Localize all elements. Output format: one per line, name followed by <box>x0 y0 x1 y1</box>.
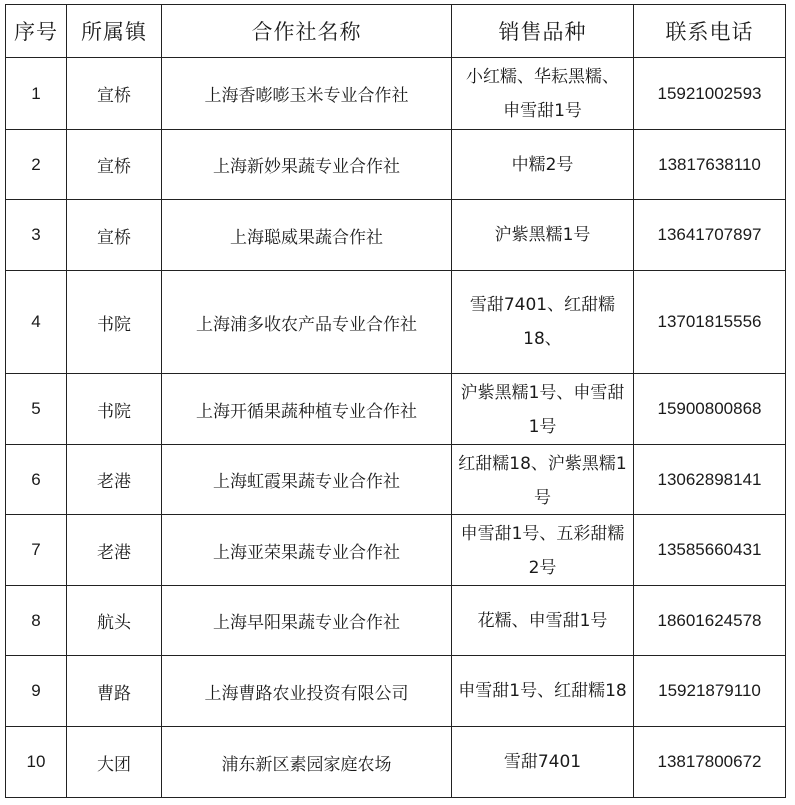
row-town: 书院 <box>67 271 162 374</box>
cooperative-table <box>5 4 786 798</box>
row-variety <box>452 58 634 130</box>
table-row <box>6 515 786 586</box>
row-serial: 8 <box>6 586 67 656</box>
row-town: 曹路 <box>67 656 162 727</box>
table-row <box>6 58 786 130</box>
table-row <box>6 130 786 200</box>
row-coop-name: 上海新妙果蔬专业合作社 <box>162 130 452 200</box>
row-town: 航头 <box>67 586 162 656</box>
variety-text: 沪紫黑糯1号 <box>494 225 591 245</box>
variety-text: 花糯、申雪甜1号 <box>477 610 608 631</box>
table-row <box>6 200 786 271</box>
variety-text: 中糯2号 <box>511 154 574 175</box>
row-town: 老港 <box>67 445 162 515</box>
row-variety <box>452 445 634 515</box>
variety-text: 沪紫黑糯1号、申雪甜1号 <box>460 382 625 437</box>
row-town: 宣桥 <box>67 200 162 271</box>
row-phone: 15900800868 <box>634 374 786 445</box>
row-serial: 3 <box>6 200 67 271</box>
row-coop-name: 上海早阳果蔬专业合作社 <box>162 586 452 656</box>
table-row <box>6 445 786 515</box>
row-phone: 15921879110 <box>634 656 786 727</box>
row-coop-name: 上海聪威果蔬合作社 <box>162 200 452 271</box>
row-coop-name: 上海亚荣果蔬专业合作社 <box>162 515 452 586</box>
row-coop-name: 上海虹霞果蔬专业合作社 <box>162 445 452 515</box>
table-body <box>6 58 786 798</box>
variety-text: 申雪甜1号、红甜糯18 <box>458 681 627 701</box>
header-town: 所属镇 <box>67 5 162 58</box>
row-phone: 13641707897 <box>634 200 786 271</box>
table-row <box>6 727 786 798</box>
row-variety <box>452 727 634 798</box>
row-variety <box>452 656 634 727</box>
variety-text: 雪甜7401 <box>503 752 582 772</box>
table-row <box>6 586 786 656</box>
row-town: 宣桥 <box>67 58 162 130</box>
row-town: 书院 <box>67 374 162 445</box>
header-row <box>6 5 786 58</box>
row-town: 老港 <box>67 515 162 586</box>
row-serial: 5 <box>6 374 67 445</box>
variety-text: 申雪甜1号、五彩甜糯2号 <box>460 523 625 578</box>
row-variety <box>452 374 634 445</box>
row-town: 宣桥 <box>67 130 162 200</box>
row-serial: 9 <box>6 656 67 727</box>
row-serial: 2 <box>6 130 67 200</box>
table-row <box>6 374 786 445</box>
row-coop-name: 上海浦多收农产品专业合作社 <box>162 271 452 374</box>
table-row <box>6 271 786 374</box>
row-phone: 13817638110 <box>634 130 786 200</box>
row-phone: 13701815556 <box>634 271 786 374</box>
row-serial: 10 <box>6 727 67 798</box>
row-variety <box>452 515 634 586</box>
row-coop-name: 上海香嘭嘭玉米专业合作社 <box>162 58 452 130</box>
row-variety <box>452 586 634 656</box>
row-variety <box>452 130 634 200</box>
row-phone: 15921002593 <box>634 58 786 130</box>
row-coop-name: 上海曹路农业投资有限公司 <box>162 656 452 727</box>
row-serial: 6 <box>6 445 67 515</box>
row-phone: 13817800672 <box>634 727 786 798</box>
row-variety <box>452 271 634 374</box>
row-phone: 13585660431 <box>634 515 786 586</box>
row-serial: 4 <box>6 271 67 374</box>
variety-text: 小红糯、华耘黑糯、申雪甜1号 <box>466 66 619 121</box>
variety-text: 雪甜7401、红甜糯18、 <box>469 295 616 349</box>
row-serial: 7 <box>6 515 67 586</box>
row-town: 大团 <box>67 727 162 798</box>
variety-text: 红甜糯18、沪紫黑糯1号 <box>458 453 627 508</box>
row-variety <box>452 200 634 271</box>
table-row <box>6 656 786 727</box>
header-variety: 销售品种 <box>452 5 634 58</box>
header-coop-name: 合作社名称 <box>162 5 452 58</box>
row-serial: 1 <box>6 58 67 130</box>
row-coop-name: 浦东新区素园家庭农场 <box>162 727 452 798</box>
row-coop-name: 上海开循果蔬种植专业合作社 <box>162 374 452 445</box>
row-phone: 18601624578 <box>634 586 786 656</box>
header-phone: 联系电话 <box>634 5 786 58</box>
header-serial: 序号 <box>6 5 67 58</box>
row-phone: 13062898141 <box>634 445 786 515</box>
